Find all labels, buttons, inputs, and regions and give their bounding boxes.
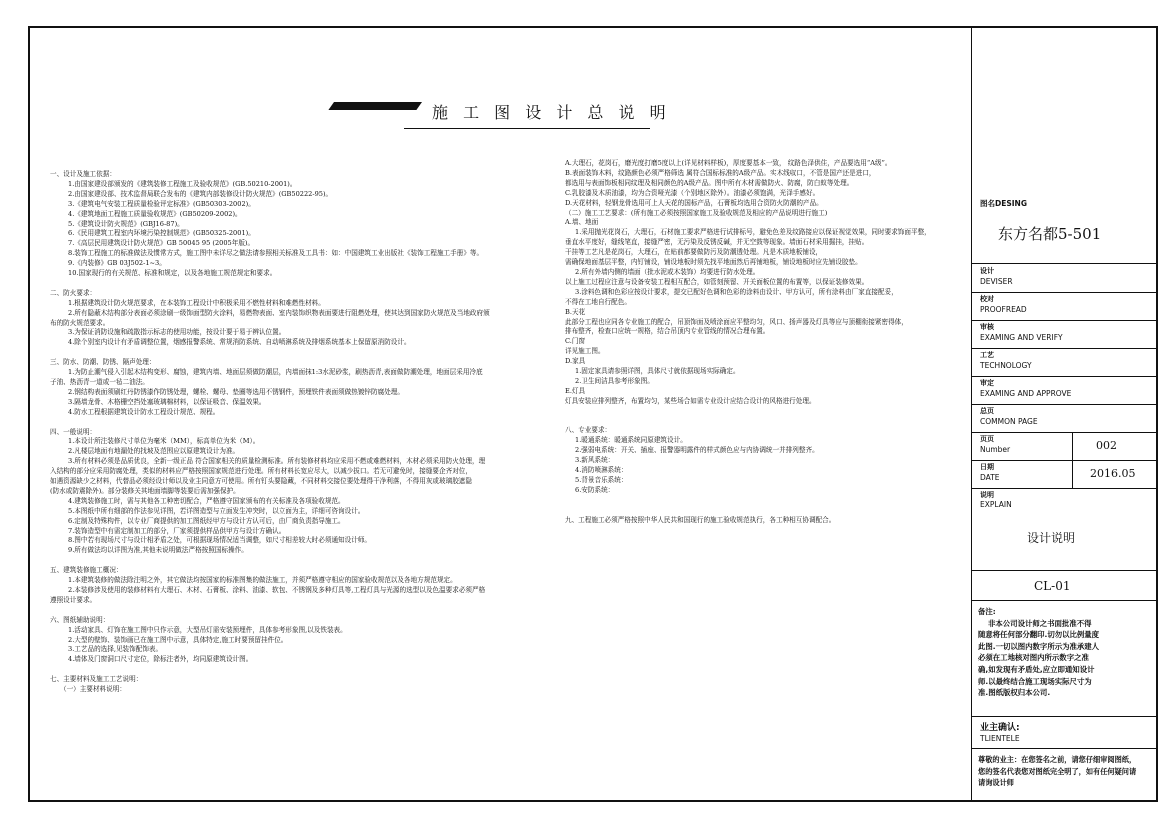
note-line: 2.本装修涉及使用的装修材料有大理石、木材、石膏板、涂料、油漆、软包、不锈钢及多种灯具等,工程灯具与光源的选型以及色温要求必须严格 <box>68 586 486 594</box>
note-line <box>50 606 565 616</box>
drawing-code: CL-01 <box>1034 579 1071 593</box>
title-accent-bar <box>328 102 422 110</box>
note-line: (防水或防震除外)。部分装修关其地面墙脚等装要后需加强保护。 <box>50 486 240 495</box>
page-title: 施 工 图 设 计 总 说 明 <box>432 103 671 122</box>
note-line: 4.除个别室内设计有矛盾调整位置，烟感报警系统、常规消防系统、自动喷淋系统及排烟系统基本上保留原消防设计。 <box>68 338 411 347</box>
note-line: 都选用与表面饰板相同纹理及相同颜色的A级产品。图中所有木材需做防火、防腐，防白蚁等处理。 <box>565 178 854 187</box>
note-line: 10.国家现行的有关规范、标准和规定，以及各地施工规范规定和要求。 <box>68 269 277 278</box>
row-label-en: TECHNOLOGY <box>980 361 1032 370</box>
explain-label-cn: 说明 <box>980 491 994 499</box>
title-underline <box>404 128 650 129</box>
client-confirm-cn: 业主确认: <box>980 723 1020 733</box>
note-line: D.家具 <box>565 357 586 366</box>
explain-value: 设计说明 <box>1027 531 1076 545</box>
row-label-en: DATE <box>980 473 1000 482</box>
note-line: 4.防水工程根据建筑设计防水工程设计规范、规程。 <box>68 407 220 416</box>
client-confirm-en: TLIENTELE <box>980 734 1020 743</box>
note-line: 详见施工图。 <box>565 347 605 356</box>
remark-line: 随意将任何部分翻印.切勿以比例量度 <box>978 630 1100 640</box>
row-rule <box>972 432 1158 433</box>
row-value: 2016.05 <box>1090 467 1136 480</box>
note-line: 3.工艺品的选择,见装饰配饰表。 <box>68 645 163 654</box>
title-block <box>971 26 1158 802</box>
note-line <box>50 279 565 289</box>
note-line: 干挂等工艺凡是花岗石，大理石，在贴前都要做防污及防潮透处理。凡是木质地板铺设， <box>565 248 823 257</box>
remark-line: 准.图纸版权归本公司. <box>978 688 1051 698</box>
note-line: 2.所有外墙内侧的墙面（批水泥或木装饰）均要进行防水处理。 <box>575 267 760 276</box>
note-line: 9.《内装修》GB 03J502-1~3。 <box>68 259 166 268</box>
note-line: 3.新风系统： <box>575 456 615 465</box>
note-line: 九、工程施工必须严格按照中华人民共和国现行的施工验收规范执行，各工种相互协调配合。 <box>565 515 836 524</box>
note-line: 垂直水平度好，缝线笔直，接缝严密，无污染及反锈反碱，并无空鼓等现象。墙面石材采用掘挂，挂贴。 <box>565 238 869 247</box>
row-label-en: Number <box>980 445 1011 454</box>
note-line <box>50 665 565 675</box>
note-line: 1.根据建筑设计防火规范要求，在本装饰工程设计中积极采用不燃性材料和难燃性材料。 <box>68 298 325 307</box>
note-line: 2.大型的壁饰、装饰画已在施工图中示意，具体特定,施工时要预留挂件位。 <box>68 635 288 644</box>
note-line: 如遇资源缺少之材料，代替品必须经设计师以及业主同意方可使用。所有钉头要隐藏，不同材料交接位要处理得干净利落，不得用灰或玻璃胶遮隐 <box>50 477 472 486</box>
row-rule <box>972 488 1158 489</box>
note-line <box>565 496 970 506</box>
note-line <box>50 556 565 566</box>
note-line: 3.所有材料必须是品质优良，全新一级正品 符合国家相关的质量检测标准。所有装修材料均应采用不燃或难燃材料，木材必须采用防火处理，理 <box>68 457 486 466</box>
note-line: 6.安防系统： <box>575 485 615 494</box>
design-name-value: 东方名都5-501 <box>998 225 1102 243</box>
row-rule <box>972 348 1158 349</box>
left-notes-column <box>50 170 565 695</box>
note-line: 1.固定家具请参照详图，具体尺寸就依据现场实际确定。 <box>575 367 740 376</box>
row-rule <box>972 460 1158 461</box>
note-line: 7.《高层民用建筑设计防火规范》GB 50045 95 (2005年版)。 <box>68 239 255 248</box>
row-label-cn: 页页 <box>980 435 994 443</box>
row-value: 002 <box>1096 439 1117 452</box>
note-line: B.表面装饰木料，纹路颜色必须严格筛选 属符合国标标准的A级产品。实木线収口，不管是国产还是进口， <box>565 168 876 177</box>
note-line <box>50 418 565 428</box>
note-line: 不得在工地自行配色。 <box>565 297 631 306</box>
row-rule <box>972 320 1158 321</box>
note-line <box>565 407 970 417</box>
note-line: 1.采用抛光花岗石，大理石，石材施工要求严格进行试排标号，避免色差及纹路接应以保证视觉效果，同时要求饰面平整， <box>575 228 931 237</box>
design-name-label: 图名DESING <box>980 199 1027 208</box>
row-divider <box>1072 432 1073 460</box>
owner-notice <box>978 754 1154 789</box>
note-line: 5.本图纸中所有细部的作法参见详图，若详图造型与立面发生冲突时，以立面为主，详细可咨询设计。 <box>68 506 365 515</box>
note-line: 3.涂料色调和色彩应按设计要求，提交已配好色调和色彩的涂料由设计、甲方认可，所有涂料由厂家直接配妥， <box>575 287 898 296</box>
row-label-en: EXAMING AND VERIFY <box>980 333 1063 342</box>
note-line: 1.暖通系统：暖通系统同原建筑设计。 <box>575 436 687 445</box>
note-line: 1.本设计所注装修尺寸单位为毫米（MM），标高单位为米（M）。 <box>68 437 260 446</box>
note-line: 4.《建筑地面工程施工质量验收规范》(GB50209-2002)。 <box>68 209 242 218</box>
row-label-cn: 日期 <box>980 463 994 471</box>
note-line: 2.由国家建设部、技术监督局联合发布的《建筑内部装修设计防火规范》(GB50222-95)。 <box>68 189 333 198</box>
right-notes-column <box>565 159 970 525</box>
note-line: 2.卫生间洁具参考形象图。 <box>575 376 654 385</box>
row-rule <box>972 292 1158 293</box>
note-line: 8.装饰工程施工的标准做法及惯常方式，施工图中未详尽之做法请参照相关标准及工具书：如：中国建筑工业出版社《装饰工程施工手册》等。 <box>68 249 484 258</box>
note-line: 八、专业要求： <box>565 426 612 435</box>
note-line: 需确保地面基层平整，内钉铺设，铺设地板时须先找平地面然后再铺地板，铺设地板时应先铺设胶垫。 <box>565 258 862 267</box>
note-line: 2.凡楼层地面有地漏处的找坡及范围应以原建筑设计为准。 <box>68 447 240 456</box>
note-line: B.天花 <box>565 307 586 316</box>
row-rule <box>972 404 1158 405</box>
note-line: 4.墙体及门窗洞口尺寸定位，除标注者外，均同原建筑设计图。 <box>68 655 253 664</box>
row-rule <box>972 376 1158 377</box>
note-line: 3.为保证消防设施和疏散指示标志的使用功能，按设计要于易于辨认位置。 <box>68 328 286 337</box>
remark-line: 师.以最终结合施工现场实际尺寸为 <box>978 676 1092 686</box>
note-line: 1.由国家建设部颁发的《建筑装修工程施工及验收规范》(GB.50210-2001)。 <box>68 179 297 188</box>
note-line: 4.建筑装修施工时，需与其他各工种密切配合，严格遵守国家颁布的有关标准及各项验收规范。 <box>68 496 345 505</box>
row-label-en: EXAMING AND APPROVE <box>980 389 1072 398</box>
note-line: 一、设计及施工依据： <box>50 170 116 178</box>
title-block-header <box>334 96 671 130</box>
note-line: A.大理石，花岗石，磨光度打磨5度以上(详见材料样板)，厚度要基本一致， 纹路色泽供住，产品要选用“A级”。 <box>565 159 892 167</box>
row-label-cn: 审核 <box>980 323 994 331</box>
note-line <box>50 348 565 358</box>
note-line: 7.装饰造型中有需定制加工的部分，厂家须提供样品供甲方与设计方确认。 <box>68 526 286 535</box>
note-line: D.天花材料，轻钢龙骨选用可上人天花的国标产品，石膏板均选用合资防火防潮的产品。 <box>565 198 823 207</box>
remark-line: 非本公司设计师之书面批准不得 <box>988 618 1092 628</box>
note-line: 9.所有做法均以详图为准,其他未说明做法严格按照国标操作。 <box>68 546 248 555</box>
remark-line: 必须在工地核对图内所示数字之准 <box>978 653 1089 663</box>
remark-line: 确,如发现有矛盾处,应立即通知设计 <box>978 664 1095 674</box>
note-line: 4.消防喷淋系统： <box>575 466 628 475</box>
note-line: 5.《建筑设计防火规范》(GBJ16-87)。 <box>68 219 184 228</box>
note-line: 1.为防止潮气侵入引起木结构变形、腐蚀，建筑内墙、地面层须做防潮层，内墙面抹1:3水泥砂浆，刷热沥青,表面做防潮处理，地面层采用冷底 <box>68 368 483 377</box>
note-line: 6.《民用建筑工程室内环境污染控制规范》(GB50325-2001)。 <box>68 229 255 238</box>
note-line: A.墙、地面 <box>565 218 599 227</box>
note-line: 布的防火规范要求。 <box>50 318 110 327</box>
notice-line: 您的签名代表您对图纸完全明了，如有任何疑问请 <box>978 766 1137 776</box>
note-line: 5.背景音乐系统： <box>575 475 628 484</box>
note-line: 1.本建筑装修的做法除注明之外，其它做法均按国家的标准图集的做法施工，并须严格遵守相应的国家验收规范以及各地方规范规定。 <box>68 576 457 585</box>
note-line: 2.所有隐蔽木结构部分表面必须涂刷一级饰面型防火涂料，易燃物表面、室内装饰织物表面要进行阻燃处理，使其达到国家防火规范及当地政府颁 <box>68 308 490 317</box>
note-line: 2.强弱电系统：开关、插座、报警器明露件的样式颜色应与内协调统一并排列整齐。 <box>575 446 819 455</box>
note-line: 七、主要材料及施工工艺说明： <box>50 675 143 684</box>
remark-line: 此图.一切以图内数字所示为准承建人 <box>978 641 1100 651</box>
note-line: 遵照设计要求。 <box>50 595 97 604</box>
note-line: 此部分工程也应同各专业施工的配合，吊顶饰面及喷涂面应平整均匀，风口、扬声器及灯具等应与顶棚衔接紧密得体， <box>565 317 908 326</box>
note-line: 灯具安装应排列整齐，布置均匀，某些场合如需专业设计应结合设计的风格进行处理。 <box>565 396 816 405</box>
note-line: 子油、热沥青一道或一毡二油法。 <box>50 378 149 386</box>
note-line: 五、建筑装修施工概况： <box>50 566 123 575</box>
note-line: 2.钢结构表面须刷红丹防锈漆作防锈处理，螺栓、螺母、垫圈等选用不锈钢件，预埋铁件表面须做热镀锌防腐处理。 <box>68 387 404 396</box>
note-line: C.门窗 <box>565 337 586 346</box>
note-line: E.灯具 <box>565 386 586 395</box>
row-label-cn: 审定 <box>980 379 994 387</box>
note-line <box>565 506 970 516</box>
note-line: 三、防水、防潮、防锈、隔声处理： <box>50 358 156 367</box>
note-line: 8.图中若有现场尺寸与设计相矛盾之处，可根据现场情况适当调整，如尺寸相差较大时必须通知设计师。 <box>68 536 372 545</box>
note-line: 四、一般说明： <box>50 427 97 436</box>
row-divider <box>1072 460 1073 488</box>
row-label-cn: 工艺 <box>980 351 994 359</box>
row-label-cn: 总页 <box>980 407 994 415</box>
notice-line: 尊敬的业主：在您签名之前，请您仔细审阅图纸， <box>978 755 1137 764</box>
note-line <box>565 417 970 427</box>
note-line: （一）主要材料说明： <box>60 685 126 694</box>
remarks <box>978 606 1154 699</box>
note-line: 以上施工过程应注意与设备安装工程相互配合，如管刻预留、开关面板位置的布置等，以保证装修效果。 <box>565 277 869 286</box>
note-line: 1.活动家具、灯饰在施工图中只作示意，大型吊灯需安装预埋件，具体参考形象图,以及铁装表。 <box>68 625 347 634</box>
row-label-en: PROOFREAD <box>980 305 1027 314</box>
row-label-cn: 设计 <box>980 267 994 275</box>
note-line: 入结构的部分应采用防腐处理，类似的材料应严格按照国家规范进行处理。所有材料长宽应尽大，以减少拔口。若无可避免时，接缝要企齐对位， <box>50 467 472 476</box>
note-line: C.乳胶漆及木质油漆，均为合资哑光漆（个别地区除外）。油漆必须饱满，光泽手感好。 <box>565 188 820 197</box>
note-line: 6.定制及特殊构件，以专业厂商提供的加工图纸经甲方与设计方认可后，由厂商负责指导施工。 <box>68 516 345 525</box>
notice-line: 请询设计师 <box>978 778 1014 787</box>
note-line: 3.《建筑电气安装工程质量检验评定标准》(GB50303-2002)。 <box>68 199 255 208</box>
note-line: 六、图纸辅助说明： <box>50 615 110 624</box>
row-label-en: COMMON PAGE <box>980 417 1038 426</box>
row-label-cn: 校对 <box>980 295 994 303</box>
row-label-en: DEVISER <box>980 277 1013 286</box>
remarks-title: 备注: <box>978 607 996 616</box>
note-line: 二、防火要求： <box>50 288 97 297</box>
note-line: 3.隔墙龙骨、木格栅空挡处塞玻璃棉材料，以保证吸音、保温效果。 <box>68 397 266 406</box>
explain-label-en: EXPLAIN <box>980 500 1012 509</box>
note-line: （二）施工工艺要求：(所有施工必须按照国家施工及验收规范及相应的产品说明进行施工) <box>565 208 828 217</box>
note-line: 排布整齐，检查口应统一规格，结合吊顶内专业管线的情况合理布置。 <box>565 327 770 336</box>
